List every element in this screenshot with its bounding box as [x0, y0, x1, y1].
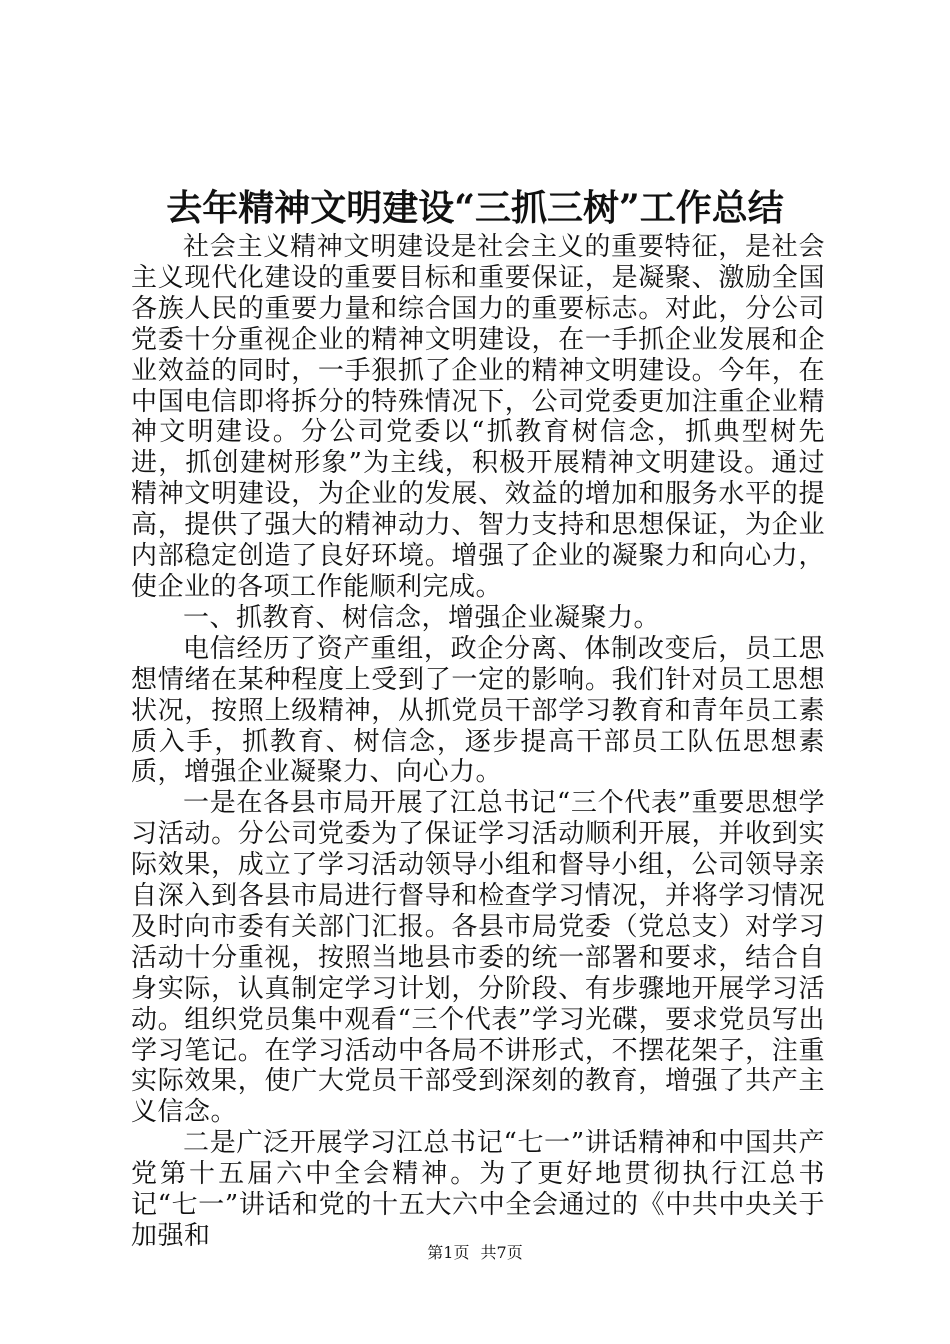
document-body: [131, 232, 825, 1252]
page-number: 第1页: [427, 1243, 470, 1262]
section-heading-1: 一、抓教育、树信念，增强企业凝聚力。: [183, 602, 661, 633]
paragraph-intro: 社会主义精神文明建设是社会主义的重要特征，是社会主义现代化建设的重要目标和重要保证，是凝聚、激励全国各族人民的重要力量和综合国力的重要标志。对此，分公司党委十分重视企业的精神文明建设，在一手抓企业发展和企业效益的同时，一手狠抓了企业的精神文明建设。今年，在中国电信即将拆分的特殊情况下，公司党委更加注重企业精神文明建设。分公司党委以“抓教育树信念，抓典型树先进，抓创建树形象”为主线，积极开展精神文明建设。通过精神文明建设，为企业的发展、效益的增加和服务水平的提高，提供了强大的精神动力、智力支持和思想保证，为企业内部稳定创造了良好环境。增强了企业的凝聚力和向心力，使企业的各项工作能顺利完成。: [131, 232, 825, 602]
paragraph-section-1: 电信经历了资产重组，政企分离、体制改变后，员工思想情绪在某种程度上受到了一定的影响。我们针对员工思想状况，按照上级精神，从抓党员干部学习教育和青年员工素质入手，抓教育、树信念，逐步提高干部员工队伍思想素质，增强企业凝聚力、向心力。: [131, 633, 825, 788]
page-footer: [0, 1243, 950, 1263]
page-total: 共7页: [480, 1243, 523, 1262]
paragraph-item-2: 二是广泛开展学习江总书记“七一”讲话精神和中国共产党第十五届六中全会精神。为了更好地贯彻执行江总书记“七一”讲话和党的十五大六中全会通过的《中共中央关于加强和: [131, 1128, 825, 1251]
paragraph-item-1: 一是在各县市局开展了江总书记“三个代表”重要思想学习活动。分公司党委为了保证学习活动顺利开展，并收到实际效果，成立了学习活动领导小组和督导小组，公司领导亲自深入到各县市局进行督导和检查学习情况，并将学习情况及时向市委有关部门汇报。各县市局党委（党总支）对学习活动十分重视，按照当地县市委的统一部署和要求，结合自身实际，认真制定学习计划，分阶段、有步骤地开展学习活动。组织党员集中观看“三个代表”学习光碟，要求党员写出学习笔记。在学习活动中各局不讲形式，不摆花架子，注重实际效果，使广大党员干部受到深刻的教育，增强了共产主义信念。: [131, 788, 825, 1128]
document-title: 去年精神文明建设“三抓三树”工作总结: [166, 187, 784, 229]
